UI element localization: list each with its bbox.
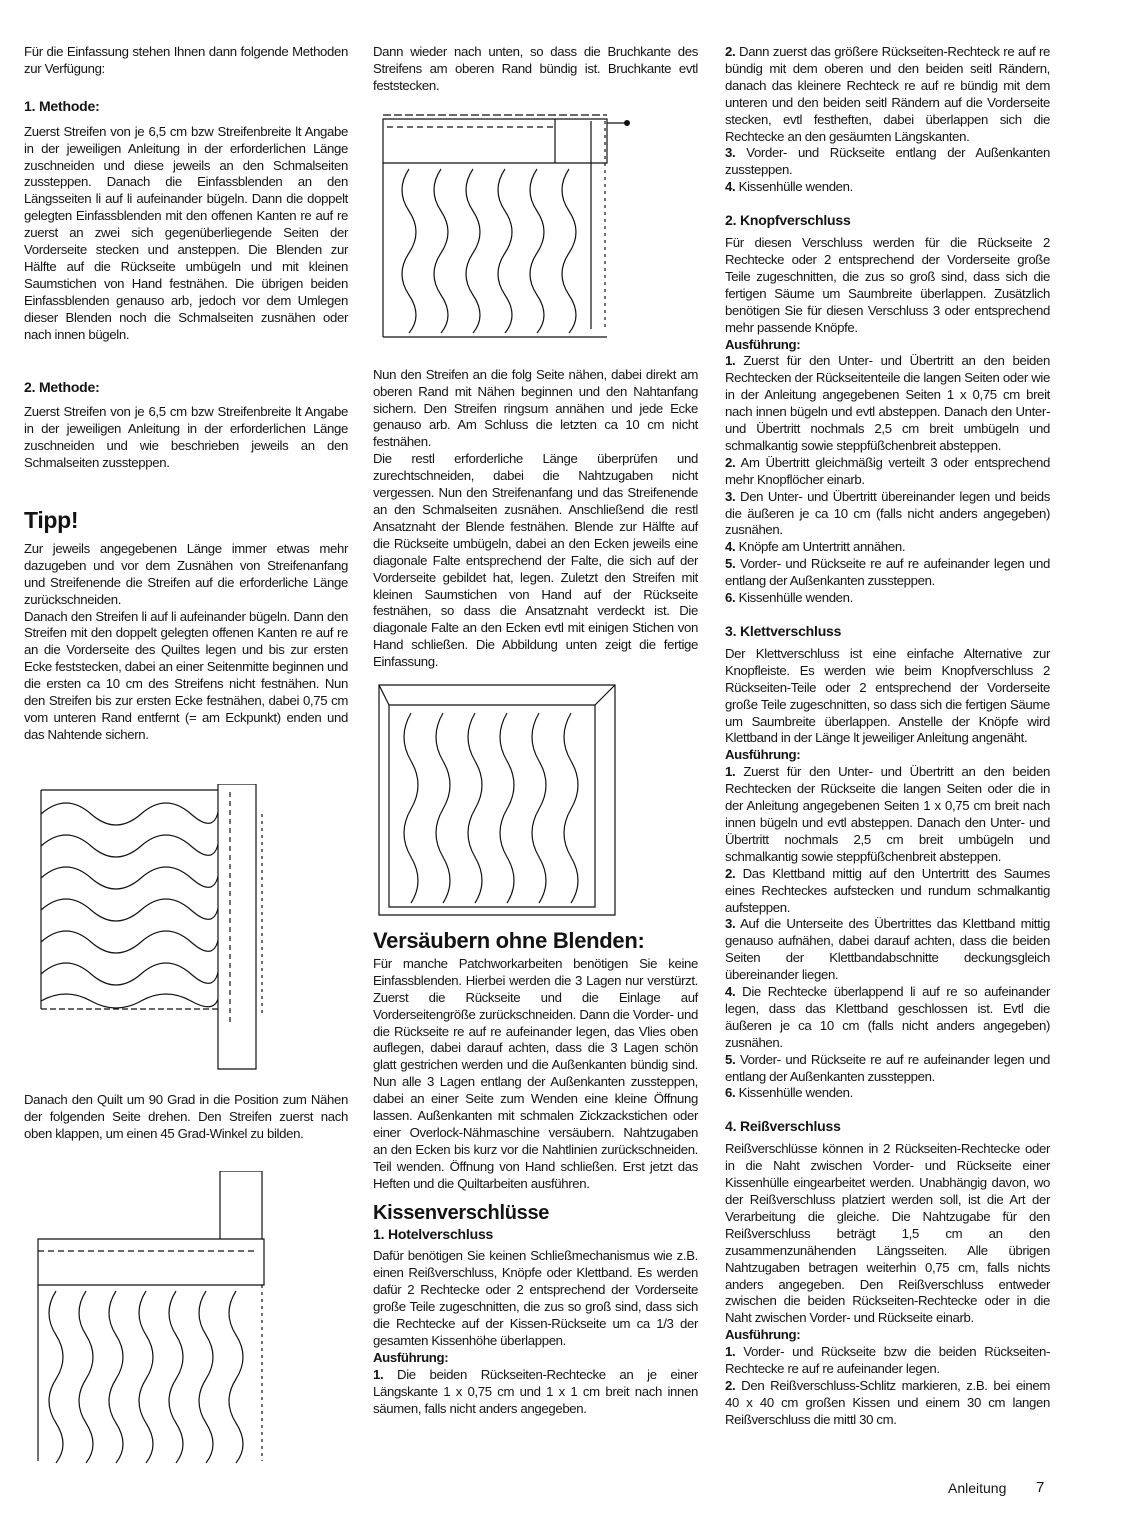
intro-text: Für die Einfassung stehen Ihnen dann folgende Methoden zur Verfügung: (24, 44, 348, 76)
footer-section-label: Anleitung (948, 1480, 1007, 1496)
reiss-step2-text: Den Reißverschluss-Schlitz markieren, z.B. bei einem 40 x 40 cm großen Kissen und einem 30 cm langen Reißverschluss die mittl 30 cm. (725, 1377, 1050, 1427)
method2-heading: 2. Methode: (24, 378, 100, 395)
knopf-step1-num: 1. (725, 353, 736, 369)
reiss-step1-text: Vorder- und Rückseite bzw die beiden Rückseiten-Rechtecke re auf re aufeinander legen. (725, 1344, 1050, 1377)
versaeubern-heading: Versäubern ohne Blenden: (373, 928, 645, 954)
klett-heading: 3. Klettverschluss (725, 623, 842, 639)
hotel-step3-num: 3. (725, 145, 736, 161)
method2-text: Zuerst Streifen von je 6,5 cm bzw Streifenbreite lt Angabe in der jeweiligen Anleitung in der erforderlichen Länge zuschneiden und wie beschrieben jeweils an den Schmalseiten zussteppen. (24, 404, 348, 471)
hotel-step4-num: 4. (725, 179, 736, 195)
column-left (24, 44, 348, 1471)
klett-step3-text: Auf die Unterseite des Übertrittes das Klettband mittig genauso aufnähen, dabei darauf achten, dass die beiden Seiten der Klettbandabschnitte deckungsgleich übereinander liegen. (725, 916, 1050, 983)
tip-heading: Tipp! (24, 507, 79, 534)
hotel-step2-text: Dann zuerst das größere Rückseiten-Rechteck re auf re bündig mit dem oberen und den beiden seitl Rändern, danach das kleinere Rechteck re auf re bündig mit dem unteren und den beiden seitl Rändern auf die Vorderseite stecken, evtl festheften, dabei überlappen sich die Rechtecke an den gesäumten Längskanten. (725, 44, 1050, 144)
klett-ausfuehrung-label: Ausführung: (725, 747, 801, 763)
hotel-ausfuehrung-label: Ausführung: (373, 1349, 449, 1365)
reiss-step1-num: 1. (725, 1344, 736, 1360)
hotel-text: Dafür benötigen Sie keinen Schließmechanismus wie z.B. einen Reißverschluss, Knöpfe oder Klettband. Es werden dafür 2 Rechtecke oder 2 entsprechend der Vorderseite große Teile zugeschnitten, die zus so groß sind, dass sich die Rechtecke auf der Kissen-Rückseite um ca 1/3 der gesamten Kissenhöhe überlappen. (373, 1248, 698, 1348)
figure-strip-folded-up (36, 784, 296, 1074)
knopf-step4-text: Knöpfe am Untertritt annähen. (738, 539, 906, 555)
knopf-step5-text: Vorder- und Rückseite re auf re aufeinander legen und entlang der Außenkanten zussteppen. (725, 556, 1050, 589)
kissen-heading: Kissenverschlüsse (373, 1201, 550, 1224)
hotel-step4-text: Kissenhülle wenden. (738, 179, 853, 195)
knopf-step5-num: 5. (725, 556, 736, 572)
after-figure-text: Danach den Quilt um 90 Grad in die Position zum Nähen der folgenden Seite drehen. Den Streifen zuerst nach oben klappen, um einen 45 Grad-Winkel zu bilden. (24, 1091, 348, 1141)
column-right (725, 44, 1050, 1429)
reiss-heading: 4. Reißverschluss (725, 1118, 841, 1135)
versaeubern-text: Für manche Patchworkarbeiten benötigen Sie keine Einfassblenden. Hierbei werden die 3 Lagen nur verstürzt. Zuerst die Rückseite und die Einlage auf Vorderseitengröße zurückschneiden. Dann die Vorder- und die Rückseite re auf re aufeinander legen, das Vlies oben auflegen, dabei darauf achten, dass die 3 Lagen schön glatt gestrichen werden und die Außenkanten bündig sind. Nun alle 3 Lagen entlang der Außenkanten zussteppen, dabei an einer Seite zum Wenden eine kleine Öffnung lassen. Außenkanten mit schmalen Zickzackstichen oder einer Overlock-Nähmaschine versäubern. Nahtzugaben an den Ecken bis kurz vor die Nahtlinien zurückschneiden. Teil wenden. Öffnung von Hand schließen. Erst jetzt das Heften und die Quiltarbeiten ausführen. (373, 955, 698, 1191)
knopf-ausfuehrung-label: Ausführung: (725, 336, 801, 352)
hotel-step1-text: Die beiden Rückseiten-Rechtecke an je einer Längskante 1 x 0,75 cm und 1 x 1 cm breit nach innen säumen, falls nicht anders angegeben. (373, 1366, 698, 1416)
hotel-heading: 1. Hotelverschluss (373, 1225, 494, 1242)
knopf-step2-num: 2. (725, 454, 736, 470)
figure-strip-45-degree (24, 1171, 284, 1471)
method1-heading: 1. Methode: (24, 97, 100, 114)
reiss-ausfuehrung-label: Ausführung: (725, 1327, 801, 1343)
knopf-heading: 2. Knopfverschluss (725, 212, 851, 229)
knopf-text: Für diesen Verschluss werden für die Rückseite 2 Rechtecke oder 2 entsprechend der Vorderseite große Teile zugeschnitten, die zus so groß sind, dass sich die fertigen Säume um Saumbreite überlappen. Zusätzlich benötigen Sie für diesen Verschluss 3 oder entsprechend mehr passende Knöpfe. (725, 235, 1050, 335)
middle-paragraph-2: Die restl erforderliche Länge überprüfen und zurechtschneiden, dabei die Nahtzugaben nicht vergessen. Nun den Streifenanfang und das Streifenende an den Schmalseiten zusnähen. Anschließend die restl Ansatznaht der Blende festnähen. Blende zur Hälfte auf die Rückseite umbügeln, dabei an den Ecken jeweils eine diagonale Falte entsprechend der Falte, die sich auf der Vorderseite gebildet hat, legen. Zuletzt den Streifen mit kleinen Saumstichen von Hand auf der Rückseite festnähen, so dass die Ansatznaht verdeckt ist. Die diagonale Falte an den Ecken evtl mit einigen Stichen von Hand schließen. Die Abbildung unten zeigt die fertige Einfassung. (373, 451, 698, 670)
middle-top-text: Dann wieder nach unten, so dass die Bruchkante des Streifens am oberen Rand bündig ist. Bruchkante evtl feststecken. (373, 44, 698, 93)
klett-step2-num: 2. (725, 865, 736, 881)
klett-step4-text: Die Rechtecke überlappend li auf re so aufeinander legen, dass das Klettband geschlossen ist. Evtl die äußeren je ca 10 cm (falls nicht anders angegeben) zusnähen. (725, 984, 1050, 1050)
method1-text: Zuerst Streifen von je 6,5 cm bzw Streifenbreite lt Angabe in der jeweiligen Anleitung in der erforderlichen Länge zuschneiden und diese jeweils an den Schmalseiten zussteppen. Danach die Einfassblenden an den Längsseiten li auf li aufeinander bügeln. Dann die doppelt gelegten Einfassblenden mit den offenen Kanten re auf re zuerst an zwei sich gegenüberliegende Seiten der Vorderseite stecken und ansteppen. Die Blenden zur Hälfte auf die Rückseite umbügeln und mit kleinen Saumstichen von Hand festnähen. Die übrigen beiden Einfassblenden genauso arb, jedoch vor dem Umlegen dieser Blenden noch die Schmalseiten zusnähen oder nach innen bügeln. (24, 123, 348, 342)
page-number: 7 (1036, 1479, 1045, 1496)
page-footer (948, 1480, 1058, 1496)
hotel-step1-num: 1. (373, 1366, 384, 1382)
klett-step4-num: 4. (725, 984, 736, 1000)
klett-text: Der Klettverschluss ist eine einfache Alternative zur Knopfleiste. Es werden wie beim Knopfverschluss 2 Rückseiten-Teile oder 2 entsprechend der Vorderseite große Teile zugeschnitten, so dass sich die fertigen Säume um Saumbreite überlappen. Anstelle der Knöpfe wird Klettband in der Länge lt jeweiliger Anleitung angenäht. (725, 645, 1050, 746)
reiss-step2-num: 2. (725, 1377, 736, 1393)
knopf-step6-text: Kissenhülle wenden. (738, 590, 853, 606)
klett-step6-text: Kissenhülle wenden. (738, 1085, 853, 1101)
knopf-step4-num: 4. (725, 539, 736, 555)
klett-step6-num: 6. (725, 1085, 736, 1101)
middle-paragraph-1: Nun den Streifen an die folg Seite nähen, dabei direkt am oberen Rand mit Nähen beginnen und den Nahtanfang sichern. Den Streifen ringsum annähen und jede Ecke genauso arb. Am Schluss die letzten ca 10 cm nicht festnähen. (373, 366, 698, 450)
hotel-step3-text: Vorder- und Rückseite entlang der Außenkanten zussteppen. (725, 145, 1050, 178)
klett-step2-text: Das Klettband mittig auf den Untertritt des Saumes eines Rechteckes aufstecken und rundum schmalkantig aufsteppen. (725, 865, 1050, 915)
reiss-text: Reißverschlüsse können in 2 Rückseiten-Rechtecke oder in die Naht zwischen Vorder- und Rückseite einer Kissenhülle eingearbeitet werden. Unabhängig davon, wo der Reißverschluss platziert werden soll, ist die Art der Verarbeitung die gleiche. Die Nahtzugabe für den Reißverschluss beträgt 1,5 cm an den zusammenzunähenden Längsseiten. Alle übrigen Nahtzugaben betragen weiterhin 0,75 cm, falls nichts anders angegeben. Den Reißverschluss entweder zwischen die beiden Rückseiten-Rechtecke oder in die Naht zwischen Vorder- und Rückseite einarb. (725, 1141, 1050, 1326)
knopf-step3-num: 3. (725, 488, 736, 504)
klett-step1-text: Zuerst für den Unter- und Übertritt an den beiden Rechtecken der Rückseite die langen Seiten oder die in der Anleitung angegebenen Seiten 1 x 0,75 cm breit nach innen bügeln und evtl absteppen. Danach den Unter- und Übertritt nochmals 2,5 cm breit umbügeln und schmalkantig sowie steppfüßchenbreit absteppen. (725, 764, 1050, 864)
figure-strip-folded-down (379, 109, 649, 349)
klett-step1-num: 1. (725, 764, 736, 780)
figure-finished-binding (377, 683, 637, 923)
knopf-step6-num: 6. (725, 590, 736, 606)
knopf-step2-text: Am Übertritt gleichmäßig verteilt 3 oder entsprechend mehr Knopflöcher einarb. (725, 454, 1050, 487)
tip-paragraph-2: Danach den Streifen li auf li aufeinander bügeln. Dann den Streifen mit den doppelt gelegten offenen Kanten re auf re an die Vorderseite des Quiltes legen und bis zur ersten Ecke feststecken, dabei an einer Seitenmitte beginnen und die ersten ca 10 cm des Streifens nicht festnähen. Nun den Streifen bis zur ersten Ecke festnähen, dabei 0,75 cm vom unteren Rand entfernt (= am Eckpunkt) enden und das Nahtende sichern. (24, 608, 348, 742)
knopf-step3-text: Den Unter- und Übertritt übereinander legen und beids die äußeren je ca 10 cm (falls nicht anders angegeben) zusnähen. (725, 488, 1050, 538)
klett-step5-text: Vorder- und Rückseite re auf re aufeinander legen und entlang der Außenkanten zussteppen. (725, 1051, 1050, 1084)
klett-step3-num: 3. (725, 916, 736, 932)
tip-paragraph-1: Zur jeweils angegebenen Länge immer etwas mehr dazugeben und vor dem Zusnähen von Streifenanfang und Streifenende die Streifen auf die erforderliche Länge zurückschneiden. (24, 540, 348, 607)
klett-step5-num: 5. (725, 1051, 736, 1067)
hotel-step2-num: 2. (725, 44, 736, 59)
column-middle (373, 44, 698, 1418)
knopf-step1-text: Zuerst für den Unter- und Übertritt an den beiden Rechtecken der Rückseitenteile die langen Seiten oder wie in der Anleitung angegebenen Seiten 1 x 0,75 cm breit nach innen bügeln und evtl absteppen. Danach den Unter- und Übertritt nochmals 2,5 cm breit umbügeln und schmalkantig sowie steppfüßchenbreit absteppen. (725, 353, 1050, 453)
